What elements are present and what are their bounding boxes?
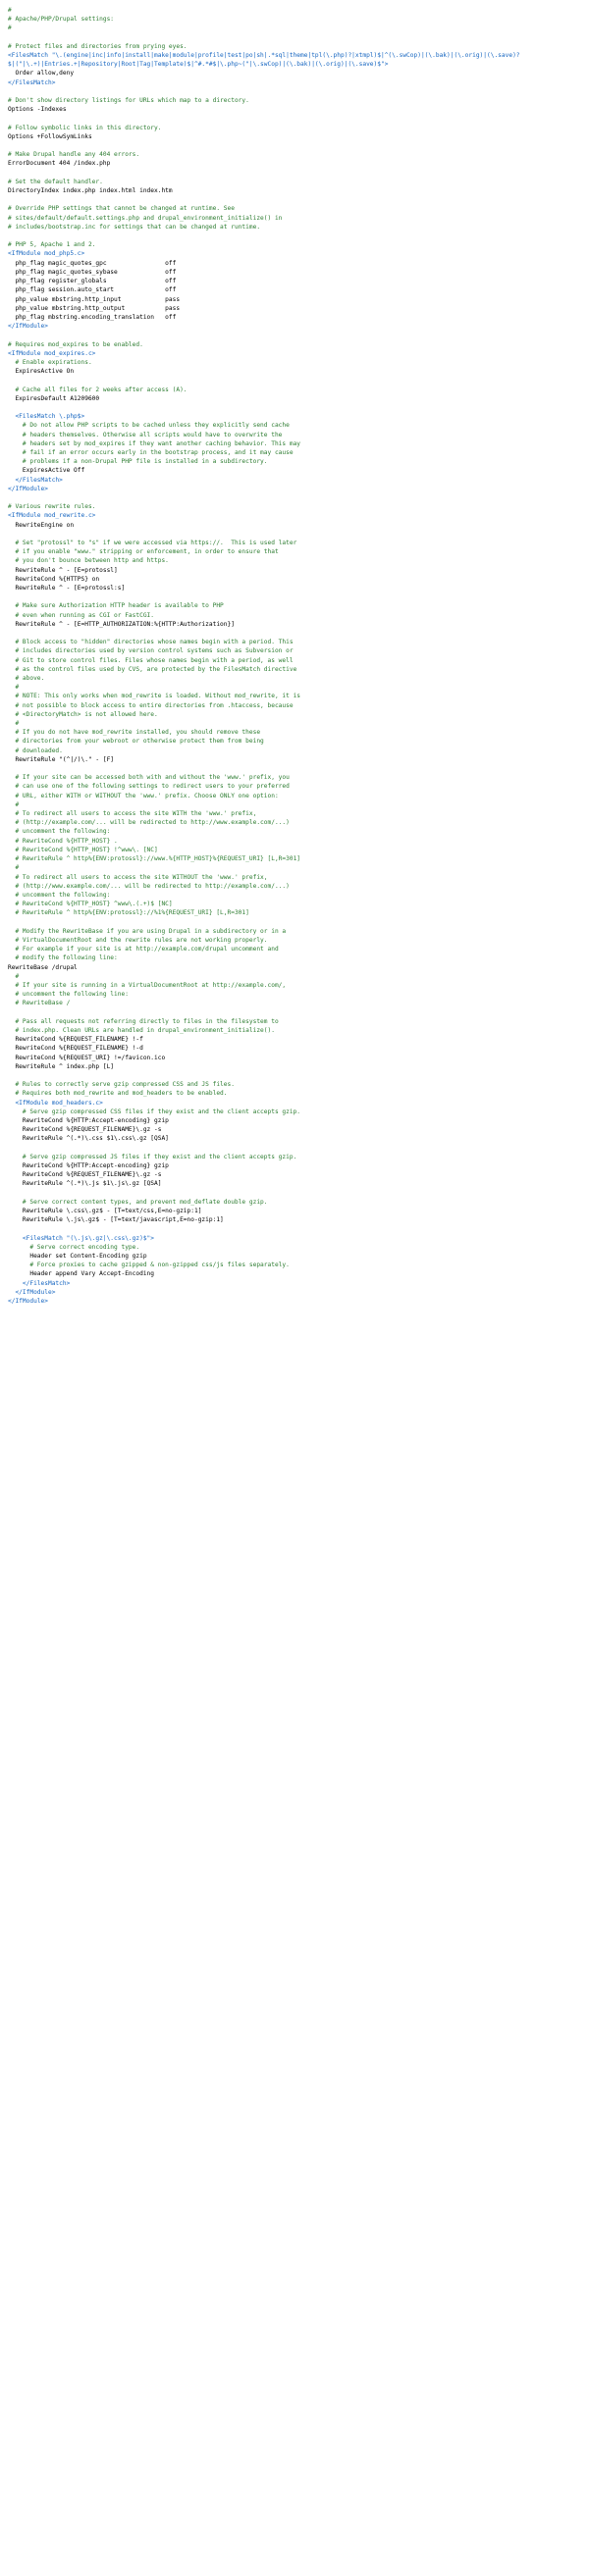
code-line [8, 629, 581, 638]
code-line [8, 87, 581, 96]
code-line: # [8, 7, 12, 14]
code-line: Options +FollowSymLinks [8, 132, 92, 140]
code-line: </IfModule> [8, 1288, 56, 1296]
code-line: </IfModule> [8, 485, 48, 492]
code-line: RewriteRule \.css\.gz$ - [T=text/css,E=no-gzip:1] [8, 1208, 202, 1215]
code-line: <FilesMatch "\.(engine|inc|info|install|make|module|profile|test|po|sh|.*sql|theme|tpl(\.php)?|xtmpl)$|^(\.swCop)|(\.bak)|(\.orig)|(\.save)? [8, 52, 520, 60]
code-line [8, 1008, 581, 1017]
code-line: # RewriteCond %{HTTP_HOST} . [8, 837, 118, 845]
code-line: <IfModule mod_headers.c> [8, 1099, 103, 1107]
code-line [8, 232, 581, 240]
code-line: # RewriteRule ^ http%{ENV:protossl}://www.%{HTTP_HOST}%{REQUEST_URI} [L,R=301] [8, 855, 301, 863]
code-line: # fail if an error occurs early in the bootstrap process, and it may cause [8, 448, 294, 456]
code-line: # uncomment the following: [8, 828, 111, 836]
code-line: # Apache/PHP/Drupal settings: [8, 16, 115, 24]
code-line: # Serve correct content types, and prevent mod_deflate double gzip. [8, 1198, 268, 1206]
code-line: # [8, 684, 20, 692]
code-line: $|("|\.+)|Entries.+|Repository|Root|Tag|Template)$|^#.*#$|\.php~("|\.swCop)|(\.bak)|(\.orig)|(\.save)$"> [8, 61, 389, 69]
code-line: ErrorDocument 404 /index.php [8, 160, 111, 168]
code-line: # modify the following line: [8, 954, 118, 962]
code-line [8, 918, 581, 927]
code-line: # Force proxies to cache gzipped & non-gzipped css/js files separately. [8, 1262, 290, 1269]
code-line: # headers set by mod_expires if they want another caching behavior. This may [8, 439, 301, 447]
code-line [8, 141, 581, 150]
code-line: <IfModule mod_rewrite.c> [8, 512, 96, 520]
code-line [8, 1144, 581, 1153]
code-line: # Block access to "hidden" directories whose names begin with a period. This [8, 639, 294, 646]
code-line: # If your site can be accessed both with and without the 'www.' prefix, you [8, 774, 290, 782]
code-line: # Serve gzip compressed CSS files if they exist and the client accepts gzip. [8, 1108, 301, 1115]
code-line: # Serve gzip compressed JS files if they exist and the client accepts gzip. [8, 1153, 297, 1160]
code-line: </FilesMatch> [8, 1279, 71, 1287]
code-line: # Rules to correctly serve gzip compressed CSS and JS files. [8, 1081, 235, 1089]
code-line: Options -Indexes [8, 106, 67, 114]
code-line: php_value mbstring.http_output pass [8, 304, 181, 312]
code-line: # Requires both mod_rewrite and mod_headers to be enabled. [8, 1090, 228, 1098]
code-line [8, 1224, 581, 1233]
code-line: Header set Content-Encoding gzip [8, 1253, 147, 1261]
code-line: # If your site is running in a VirtualDocumentRoot at http://example.com/, [8, 981, 287, 989]
code-line: RewriteBase /drupal [8, 963, 78, 971]
code-line: # Cache all files for 2 weeks after access (A). [8, 386, 187, 393]
code-line: <IfModule mod_expires.c> [8, 349, 96, 357]
code-line: # If you do not have mod_rewrite installed, you should remove these [8, 729, 261, 737]
code-line: # RewriteCond %{HTTP_HOST} !^www\. [NC] [8, 846, 158, 853]
code-line: # Do not allow PHP scripts to be cached unless they explicitly send cache [8, 422, 290, 430]
code-line: # To redirect all users to access the site WITH the 'www.' prefix, [8, 810, 257, 818]
code-line: RewriteCond %{REQUEST_URI} !=/favicon.ico [8, 1054, 166, 1061]
code-line: # if you enable "www." stripping or enforcement, in order to ensure that [8, 548, 279, 556]
code-line: ExpiresActive Off [8, 467, 85, 475]
code-line: # [8, 800, 20, 808]
code-line: Header append Vary Accept-Encoding [8, 1270, 155, 1278]
code-line: ExpiresActive On [8, 368, 75, 376]
code-line: # directories from your webroot or otherwise protect them from being [8, 738, 264, 746]
code-line: # includes/bootstrap.inc for settings that can be changed at runtime. [8, 223, 261, 231]
code-line [8, 493, 581, 502]
code-line: # you don't bounce between http and https. [8, 557, 169, 565]
code-line: RewriteCond %{REQUEST_FILENAME} !-f [8, 1036, 143, 1044]
code-line: php_flag mbstring.encoding_translation off [8, 313, 177, 321]
code-line: RewriteEngine on [8, 521, 75, 529]
code-line: # Enable expirations. [8, 358, 92, 366]
code-line: <IfModule mod_php5.c> [8, 250, 85, 258]
code-line: # uncomment the following: [8, 891, 111, 899]
code-line: # Follow symbolic links in this directory. [8, 124, 162, 131]
code-line: # can use one of the following settings to redirect users to your preferred [8, 783, 290, 791]
code-line: # as the control files used by CVS, are protected by the FilesMatch directive [8, 665, 297, 673]
code-line: <FilesMatch "(\.js\.gz|\.css\.gz)$"> [8, 1234, 155, 1242]
code-line: # [8, 864, 20, 872]
code-line: # Pass all requests not referring directly to files in the filesystem to [8, 1017, 279, 1025]
code-line: # Modify the RewriteBase if you are using Drupal in a subdirectory or in a [8, 927, 287, 935]
code-line: # RewriteRule ^ http%{ENV:protossl}://%1%{REQUEST_URI} [L,R=301] [8, 909, 249, 917]
code-line [8, 764, 581, 773]
code-line: DirectoryIndex index.php index.html index.htm [8, 187, 173, 195]
code-line: # not possible to block access to entire directories from .htaccess, because [8, 701, 294, 709]
code-line [8, 114, 581, 123]
code-line: php_flag magic_quotes_sybase off [8, 268, 177, 276]
code-line: php_flag magic_quotes_gpc off [8, 259, 177, 267]
code-line: # Set "protossl" to "s" if we were accessed via https://. This is used later [8, 539, 297, 546]
code-line: # [8, 972, 20, 980]
code-line: # sites/default/default.settings.php and drupal_environment_initialize() in [8, 214, 283, 222]
code-line: # (http://example.com/... will be redirected to http://www.example.com/...) [8, 819, 290, 827]
code-line: RewriteRule ^(.*)\.css $1\.css\.gz [QSA] [8, 1135, 169, 1143]
code-line: # [8, 25, 12, 32]
code-line: # index.php. Clean URLs are handled in drupal_environment_initialize(). [8, 1026, 275, 1034]
code-line: </IfModule> [8, 1298, 48, 1306]
code-line: RewriteCond %{REQUEST_FILENAME}\.gz -s [8, 1126, 162, 1134]
code-line: # NOTE: This only works when mod_rewrite is loaded. Without mod_rewrite, it is [8, 693, 301, 700]
code-line: # RewriteCond %{HTTP_HOST} ^www\.(.+)$ [NC] [8, 901, 173, 908]
code-line: # Serve correct encoding type. [8, 1243, 140, 1251]
code-line: # Make sure Authorization HTTP header is available to PHP [8, 602, 224, 610]
code-line [8, 530, 581, 539]
code-line: # VirtualDocumentRoot and the rewrite rules are not working properly. [8, 936, 268, 944]
code-line: # even when running as CGI or FastCGI. [8, 611, 155, 619]
code-line [8, 403, 581, 412]
code-line: </FilesMatch> [8, 476, 63, 484]
code-line: # Various rewrite rules. [8, 503, 96, 511]
code-line: # Override PHP settings that cannot be changed at runtime. See [8, 205, 235, 213]
code-line: RewriteRule "(^|/)\." - [F] [8, 755, 115, 763]
code-line: </IfModule> [8, 323, 48, 331]
code-line: RewriteCond %{HTTPS} on [8, 575, 100, 583]
code-line: # PHP 5, Apache 1 and 2. [8, 241, 96, 249]
code-line [8, 195, 581, 204]
code-line: # Don't show directory listings for URLs which map to a directory. [8, 97, 249, 105]
code-line: RewriteRule \.js\.gz$ - [T=text/javascript,E=no-gzip:1] [8, 1216, 224, 1224]
code-line: # Protect files and directories from prying eyes. [8, 42, 187, 50]
code-line: # downloaded. [8, 747, 63, 754]
code-line [8, 169, 581, 178]
code-line: RewriteRule ^ - [E=HTTP_AUTHORIZATION:%{HTTP:Authorization}] [8, 620, 235, 628]
code-line: RewriteCond %{HTTP:Accept-encoding} gzip [8, 1162, 169, 1169]
code-line: # For example if your site is at http://example.com/drupal uncomment and [8, 946, 279, 953]
code-line: RewriteRule ^(.*)\.js $1\.js\.gz [QSA] [8, 1180, 162, 1188]
code-line: # Set the default handler. [8, 178, 103, 185]
code-line: # uncomment the following line: [8, 991, 129, 999]
code-line: # To redirect all users to access the site WITHOUT the 'www.' prefix, [8, 873, 268, 881]
code-line: ExpiresDefault A1209600 [8, 394, 100, 402]
code-line [8, 331, 581, 339]
code-line: # problems if a non-Drupal PHP file is installed in a subdirectory. [8, 458, 268, 466]
code-line: # Requires mod_expires to be enabled. [8, 340, 143, 348]
code-line: RewriteRule ^ - [E=protossl:s] [8, 585, 126, 592]
code-line: # RewriteBase / [8, 1000, 71, 1007]
code-line: </FilesMatch> [8, 78, 56, 86]
code-line: # <DirectoryMatch> is not allowed here. [8, 710, 158, 718]
code-line: Order allow,deny [8, 70, 75, 77]
code-line [8, 1189, 581, 1198]
code-line: RewriteCond %{HTTP:Accept-encoding} gzip [8, 1116, 169, 1124]
code-line: # includes directories used by version control systems such as Subversion or [8, 647, 294, 655]
code-line: php_flag session.auto_start off [8, 286, 177, 294]
code-line: <FilesMatch \.php$> [8, 413, 85, 421]
code-line [8, 376, 581, 385]
code-line: RewriteRule ^ index.php [L] [8, 1062, 115, 1070]
code-line: # [8, 720, 20, 728]
code-line: php_value mbstring.http_input pass [8, 295, 181, 303]
code-line: RewriteCond %{REQUEST_FILENAME}\.gz -s [8, 1171, 162, 1179]
code-line: # headers themselves. Otherwise all scripts would have to overwrite the [8, 431, 283, 438]
code-line: # URL, either WITH or WITHOUT the 'www.' prefix. Choose ONLY one option: [8, 792, 279, 799]
code-line: php_flag register_globals off [8, 278, 177, 285]
code-line [8, 1071, 581, 1080]
code-line: # above. [8, 675, 45, 683]
code-line: # (http://www.example.com/... will be redirected to http://example.com/...) [8, 882, 290, 890]
code-line: # Make Drupal handle any 404 errors. [8, 151, 140, 159]
code-line [8, 592, 581, 601]
code-line: RewriteCond %{REQUEST_FILENAME} !-d [8, 1045, 143, 1053]
code-line [8, 33, 581, 42]
code-line: RewriteRule ^ - [E=protossl] [8, 566, 118, 574]
code-line: # Git to store control files. Files whose names begin with a period, as well [8, 656, 294, 664]
